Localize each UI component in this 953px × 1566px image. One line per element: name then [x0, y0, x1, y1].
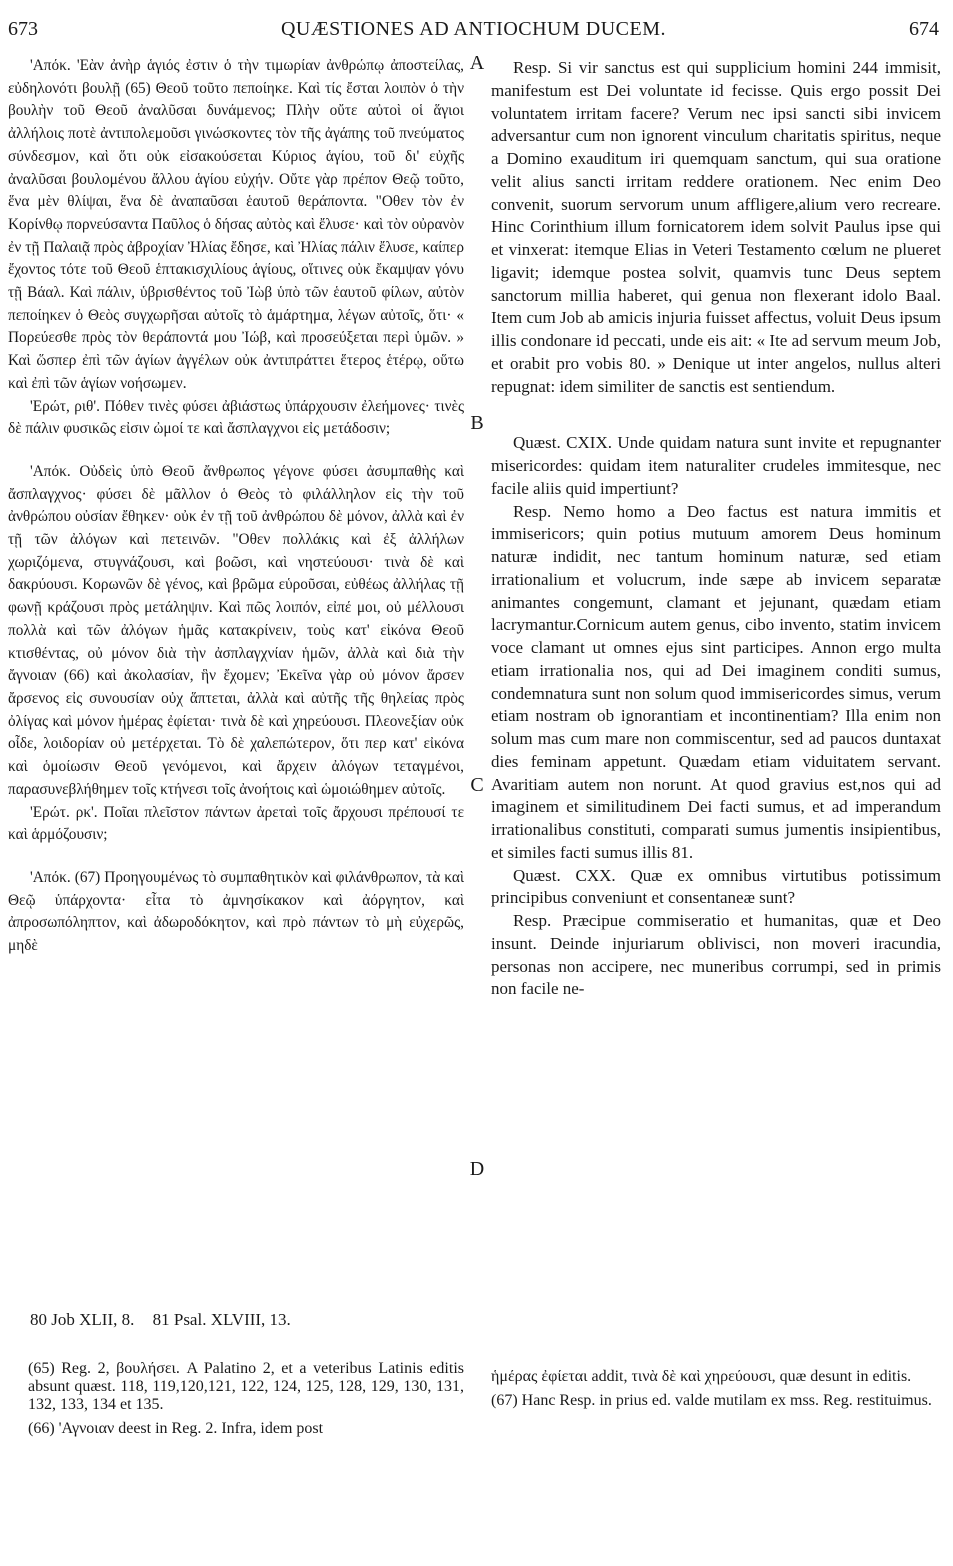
- note-67: (67) Hanc Resp. in prius ed. valde mutilam ex mss. Reg. restituimus.: [491, 1392, 932, 1409]
- greek-paragraph-answer-118: 'Απόκ. 'Εὰν ἀνὴρ ἁγιός ἐστιν ὁ τὴν τιμωρίαν ἀνθρώπῳ ἀποστείλας, εὐδηλονότι βουλῇ (65) Θεοῦ τοῦτο πεποίηκε. Καὶ τίς ἔσται λοιπὸν ὁ τὴν βουλὴν τοῦ Θεοῦ ἀναλῦσαι δυνάμενος; Πλὴν οὔτε αὐτοὶ οἱ ἅγιοι ἀλλήλοις ποτὲ ἀντιπολεμοῦσι γινώσκοντες τὸν τῆς ἀγάπης τοῦ πνεύματος σύνδεσμον, καὶ ὅτι οὐκ εἰσακούσεται Κύριος ἁγίου, τοῦ δι' εὐχῆς ἀναλῦσαι βουλομένου ἄλλου ἁγίου εὐχήν. Οὔτε γὰρ πρέπον Θεῷ τοῦτο, ἕνα μὲν θλίψαι, ἕνα δὲ ἀναπαῦσαι ἑαυτοῦ θεράποντα. "Οθεν τὸν ἐν Κορίνθῳ πορνεύσαντα Παῦλος ὁ δήσας αὐτὸς καὶ ἔλυσε· καὶ τὸν οὐρανὸν ἐν τῇ Παλαιᾷ πρὸς ἀβροχίαν Ἠλίας ἔδησε, καὶ Ἠλίας πάλιν ἔλυσε, καίπερ ἔχοντος τότε τοῦ Θεοῦ ἑπτακισχιλίους ἁγίους, οἵτινες οὐκ ἔκαμψαν γόνυ τῇ Βάαλ. Καὶ πάλιν, ὑβρισθέντος τοῦ Ἰὼβ ὑπὸ τῶν ἑαυτοῦ φίλων, αὐτὸν πεποίηκεν ὁ Θεὸς συγχωρῆσαι αὐτοῖς τὸ ἁμάρτημα, λέγων αὐτοῖς, ὅτι· « Πορεύεσθε πρὸς τὸν θεράποντά μου Ἰώβ, καὶ προσεύξεται περὶ ὑμῶν. » Καὶ ὥσπερ ἐπὶ τῶν ἁγίων ἀγγέλων οὐκ ἀντιπράττει ἕτερος ἑτέρῳ, οὕτω καὶ ἐπὶ τῶν ἁγίων νοήσωμεν.: [8, 57, 465, 392]
- margin-letter-b: B: [470, 412, 484, 434]
- note-65: (65) Reg. 2, βουλήσει. A Palatino 2, et a veteribus Latinis editis absunt quæst. 118, 119,120,121, 122, 124, 125, 128, 129, 130, 131, 132, 133, 134 et 135.: [28, 1360, 464, 1413]
- latin-question-119: Quæst. CXIX. Unde quidam natura sunt invite et repugnanter misericordes: quidam item naturaliter crudeles immitesque, nec facile aliis quid impertiunt?: [491, 433, 941, 498]
- latin-paragraph-answer-119: Resp. Nemo homo a Deo factus est natura immitis et immisericors; quin potius mutuum amorem Deus hominum naturæ indidit, nec tantum hominum naturæ, sed etiam irrationalium et volucrum, inde sæpe ab invicem separatæ animantes congemunt, clamant et jejunant, quædam etiam lacrymantur.Cornicum autem genus, cibo invento, statim invicem voce clamant ut omnes ejus sint participes. Annon ergo multa etiam irrationalia nos, qui ad Dei imaginem conditi sumus, condemnatura sunt non solum quod immisericordes simus, verum etiam nostram ob ignorantiam et incontinentiam? Illa enim non solum mas cum mare non commiscentur, sed ad paucos duntaxat dies feminam appetunt. Quædam etiam viduitatem servant. Avaritiam autem non norunt. At quod gravius est,nos qui ad imaginem et similitudinem Dei facti sumus, et ad imperandum irrationalibus constituti, comparati sumus jumentis insipientibus, et similes facti sumus illis 81.: [491, 501, 941, 862]
- margin-letter-c: C: [470, 774, 484, 796]
- greek-column: [8, 55, 464, 958]
- footnote-ref-81: 81 Psal. XLVIII, 13.: [152, 1310, 291, 1329]
- page-number-right: 674: [909, 18, 939, 40]
- page-number-left: 673: [8, 18, 38, 40]
- latin-question-120: Quæst. CXX. Quæ ex omnibus virtutibus potissimum principibus conveniunt et consentaneæ sunt?: [491, 865, 941, 908]
- latin-paragraph-answer-120: Resp. Præcipue commiseratio et humanitas, quæ et Deo insunt. Deinde injuriarum oblivisci, non moveri iracundia, personas non accipere, nec muneribus corrumpi, sed in primis non facile ne-: [491, 911, 941, 999]
- margin-letter-d: D: [469, 1158, 485, 1180]
- greek-paragraph-answer-120: 'Απόκ. (67) Προηγουμένως τὸ συμπαθητικὸν καὶ φιλάνθρωπον, τὰ καὶ Θεῷ ὑπάρχοντα· εἶτα τὸ ἀμνησίκακον καὶ ἀόργητον, καὶ ἀπροσωπόληπτον, καὶ ἀδωροδόκητον, καὶ πρὸ πάντων τὸ μὴ εὐχερῶς, μηδὲ: [8, 868, 464, 955]
- editorial-notes-left: [28, 1360, 464, 1444]
- latin-column: [491, 57, 941, 1001]
- running-header: [8, 18, 939, 48]
- footnote-references: [30, 1310, 305, 1330]
- note-66: (66) 'Αγνοιαν deest in Reg. 2. Infra, idem post: [28, 1420, 324, 1437]
- page-title: QUÆSTIONES AD ANTIOCHUM DUCEM.: [280, 18, 667, 40]
- editorial-notes-right: [491, 1368, 941, 1416]
- note-66-continued: ἡμέρας ἐφίεται addit, τινὰ δὲ καὶ χηρεύουσι, quæ desunt in editis.: [491, 1368, 912, 1385]
- greek-paragraph-answer-119: 'Απόκ. Οὐδεὶς ὑπὸ Θεοῦ ἄνθρωπος γέγονε φύσει ἀσυμπαθὴς καὶ ἄσπλαγχνος· φύσει δὲ μᾶλλον ὁ Θεὸς τὸ φιλάλληλον εἰς τὴν τοῦ ἀνθρώπου οὐσίαν ἔθηκεν· οὐκ ἐν τῇ τοῦ ἀνθρώπου δὲ μόνον, ἀλλὰ καὶ ἐν τῇ τῶν ἀλόγων καὶ πετεινῶν. "Οθεν πολλάκις καὶ ἐξ ἀλλήλων χωριζόμενα, στυγνάζουσι, καὶ βοῶσι, καὶ νηστεύουσι· τινὰ δὲ καὶ δακρύουσι. Κορωνῶν δὲ γένος, καὶ βρῶμα εὑροῦσαι, εὐθέως ἀλλήλας τῇ φωνῇ κράζουσι πρὸς μετάληψιν. Καὶ πῶς λοιπόν, εἰπέ μοι, οὐ μέλλουσι πολλὰ καὶ τῶν ἀλόγων ἡμᾶς κατακρίνειν, τοὺς κατ' εἰκόνα Θεοῦ κτισθέντας, οὐ μόνον διὰ τὴν ἀσπλαγχνίαν ἡμῶν, ἀλλὰ καὶ διὰ τὴν ἄγνοιαν (66) καὶ ἀκολασίαν, ἣν ἔχομεν; Ἐκεῖνα γὰρ οὐ μόνον ἄρσεν ἄρσενος εἰς συνουσίαν οὐχ ἅπτεται, ἀλλὰ καὶ αὐτῆς τῆς θηλείας πρὸς ὀλίγας καὶ μόνον ἡμέρας ἐφίεται· τινὰ δὲ καὶ χηρεύουσι. Πλεονεξίαν οὐκ οἶδε, λοιδορίαν οὐ μετέρχεται. Τὸ δὲ χαλεπώτερον, ὅτι περ κατ' εἰκόνα καὶ ὁμοίωσιν Θεοῦ γενόμενοι, καὶ ἄρχειν ἀλόγων τεταγμένοι, παρασυνεβλήθημεν τοῖς κτήνεσι τοῖς ἀνοήτοις καὶ ὡμοιώθημεν αὐτοῖς.: [8, 462, 464, 798]
- margin-letter-a: A: [469, 52, 485, 74]
- greek-question-119: 'Ερώτ, ριθ'. Πόθεν τινὲς φύσει ἀβιάστως ὑπάρχουσιν ἐλεήμονες· τινὲς δὲ πάλιν φυσικῶς εἰσιν ὠμοί τε καὶ ἄσπλαγχνοι εἰς μετάδοσιν;: [8, 397, 464, 438]
- latin-paragraph-answer-118: Resp. Si vir sanctus est qui supplicium homini 244 immisit, manifestum est Dei voluntate id fecisse. Quis ergo possit Dei voluntatem irritam facere? Verum nec ipsi sancti sibi invicem adversantur cum non ignorent vinculum charitatis spiritus, neque a Domino exauditum iri quemquam sanctum, qui sua oratione velit alius sancti irritam reddere orationem. Nec enim Deo convenit, suorum servorum unum affligere,alium vero recreare. Hinc Corinthium illum fornicatorem idem solvit Paulus ipse qui et vinxerat: itemque Elias in Veteri Testamento cœlum ne plueret ligavit; idemque postea solvit, quamvis tunc Deus septem sanctorum millia haberet, qui genua non flexerant idolo Baal. Item cum Job ab amicis injuria fuisset affectus, voluit Deus ipsum illis condonare id peccati, unde eis ait: « Ite ad servum meum Job, et orabit pro vobis 80. » Denique ut inter angelos, nullus alteri repugnat: idem similiter de sanctis est sentiendum.: [491, 58, 941, 396]
- greek-question-120: 'Ερώτ. ρκ'. Ποῖαι πλεῖστον πάντων ἀρεταὶ τοῖς ἄρχουσι πρέπουσί τε καὶ ἁρμόζουσιν;: [8, 803, 464, 844]
- footnote-ref-80: 80 Job XLII, 8.: [30, 1310, 135, 1329]
